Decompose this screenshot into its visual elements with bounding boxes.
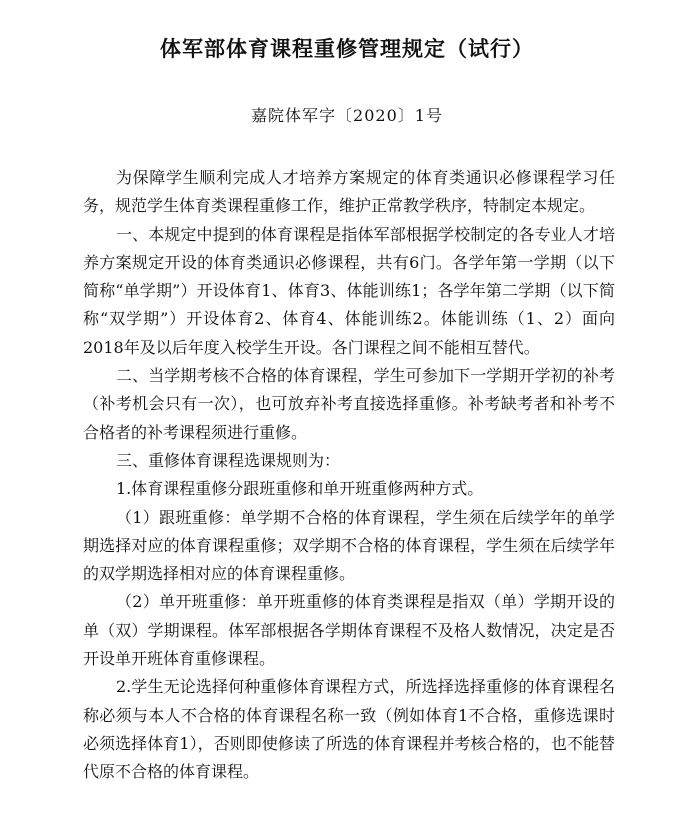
paragraph-rule-1-1: （1）跟班重修：单学期不合格的体育课程，学生须在后续学年的单学期选择对应的体育课程重修；双学期不合格的体育课程，学生须在后续学年的双学期选择相对应的体育课程重修。 [83, 507, 615, 584]
paragraph-preamble: 为保障学生顺利完成人才培养方案规定的体育类通识必修课程学习任务，规范学生体育类课程重修工作，维护正常教学秩序，特制定本规定。 [83, 168, 615, 216]
document-title: 体军部体育课程重修管理规定（试行） [160, 37, 534, 61]
paragraph-rule-1: 1.体育课程重修分跟班重修和单开班重修两种方式。 [116, 479, 484, 499]
paragraph-rule-2: 2.学生无论选择何种重修体育课程方式，所选择选择重修的体育课程名称必须与本人不合格的体育课程名称一致（例如体育1不合格，重修选课时必须选择体育1），否则即使修读了所选的体育课程并考核合格的，也不能替代原不合格的体育课程。 [83, 677, 615, 782]
paragraph-article-3: 三、重修体育课程选课规则为： [116, 450, 341, 470]
paragraph-rule-1-2: （2）单开班重修：单开班重修的体育类课程是指双（单）学期开设的单（双）学期课程。体军部根据各学期体育课程不及格人数情况，决定是否开设单开班体育重修课程。 [83, 592, 615, 669]
document-number: 嘉院体军字〔2020〕1号 [251, 106, 443, 125]
document-body [83, 164, 615, 787]
paragraph-article-1: 一、本规定中提到的体育课程是指体军部根据学校制定的各专业人才培养方案规定开设的体育类通识必修课程，共有6门。各学年第一学期（以下简称“单学期”）开设体育1、体育3、体能训练1；各学年第二学期（以下简称“双学期”）开设体育2、体育4、体能训练2。体能训练（1、2）面向2018年及以后年度入校学生开设。各门课程之间不能相互替代。 [83, 224, 615, 357]
paragraph-article-2: 二、当学期考核不合格的体育课程，学生可参加下一学期开学初的补考（补考机会只有一次），也可放弃补考直接选择重修。补考缺考者和补考不合格者的补考课程须进行重修。 [83, 366, 615, 442]
